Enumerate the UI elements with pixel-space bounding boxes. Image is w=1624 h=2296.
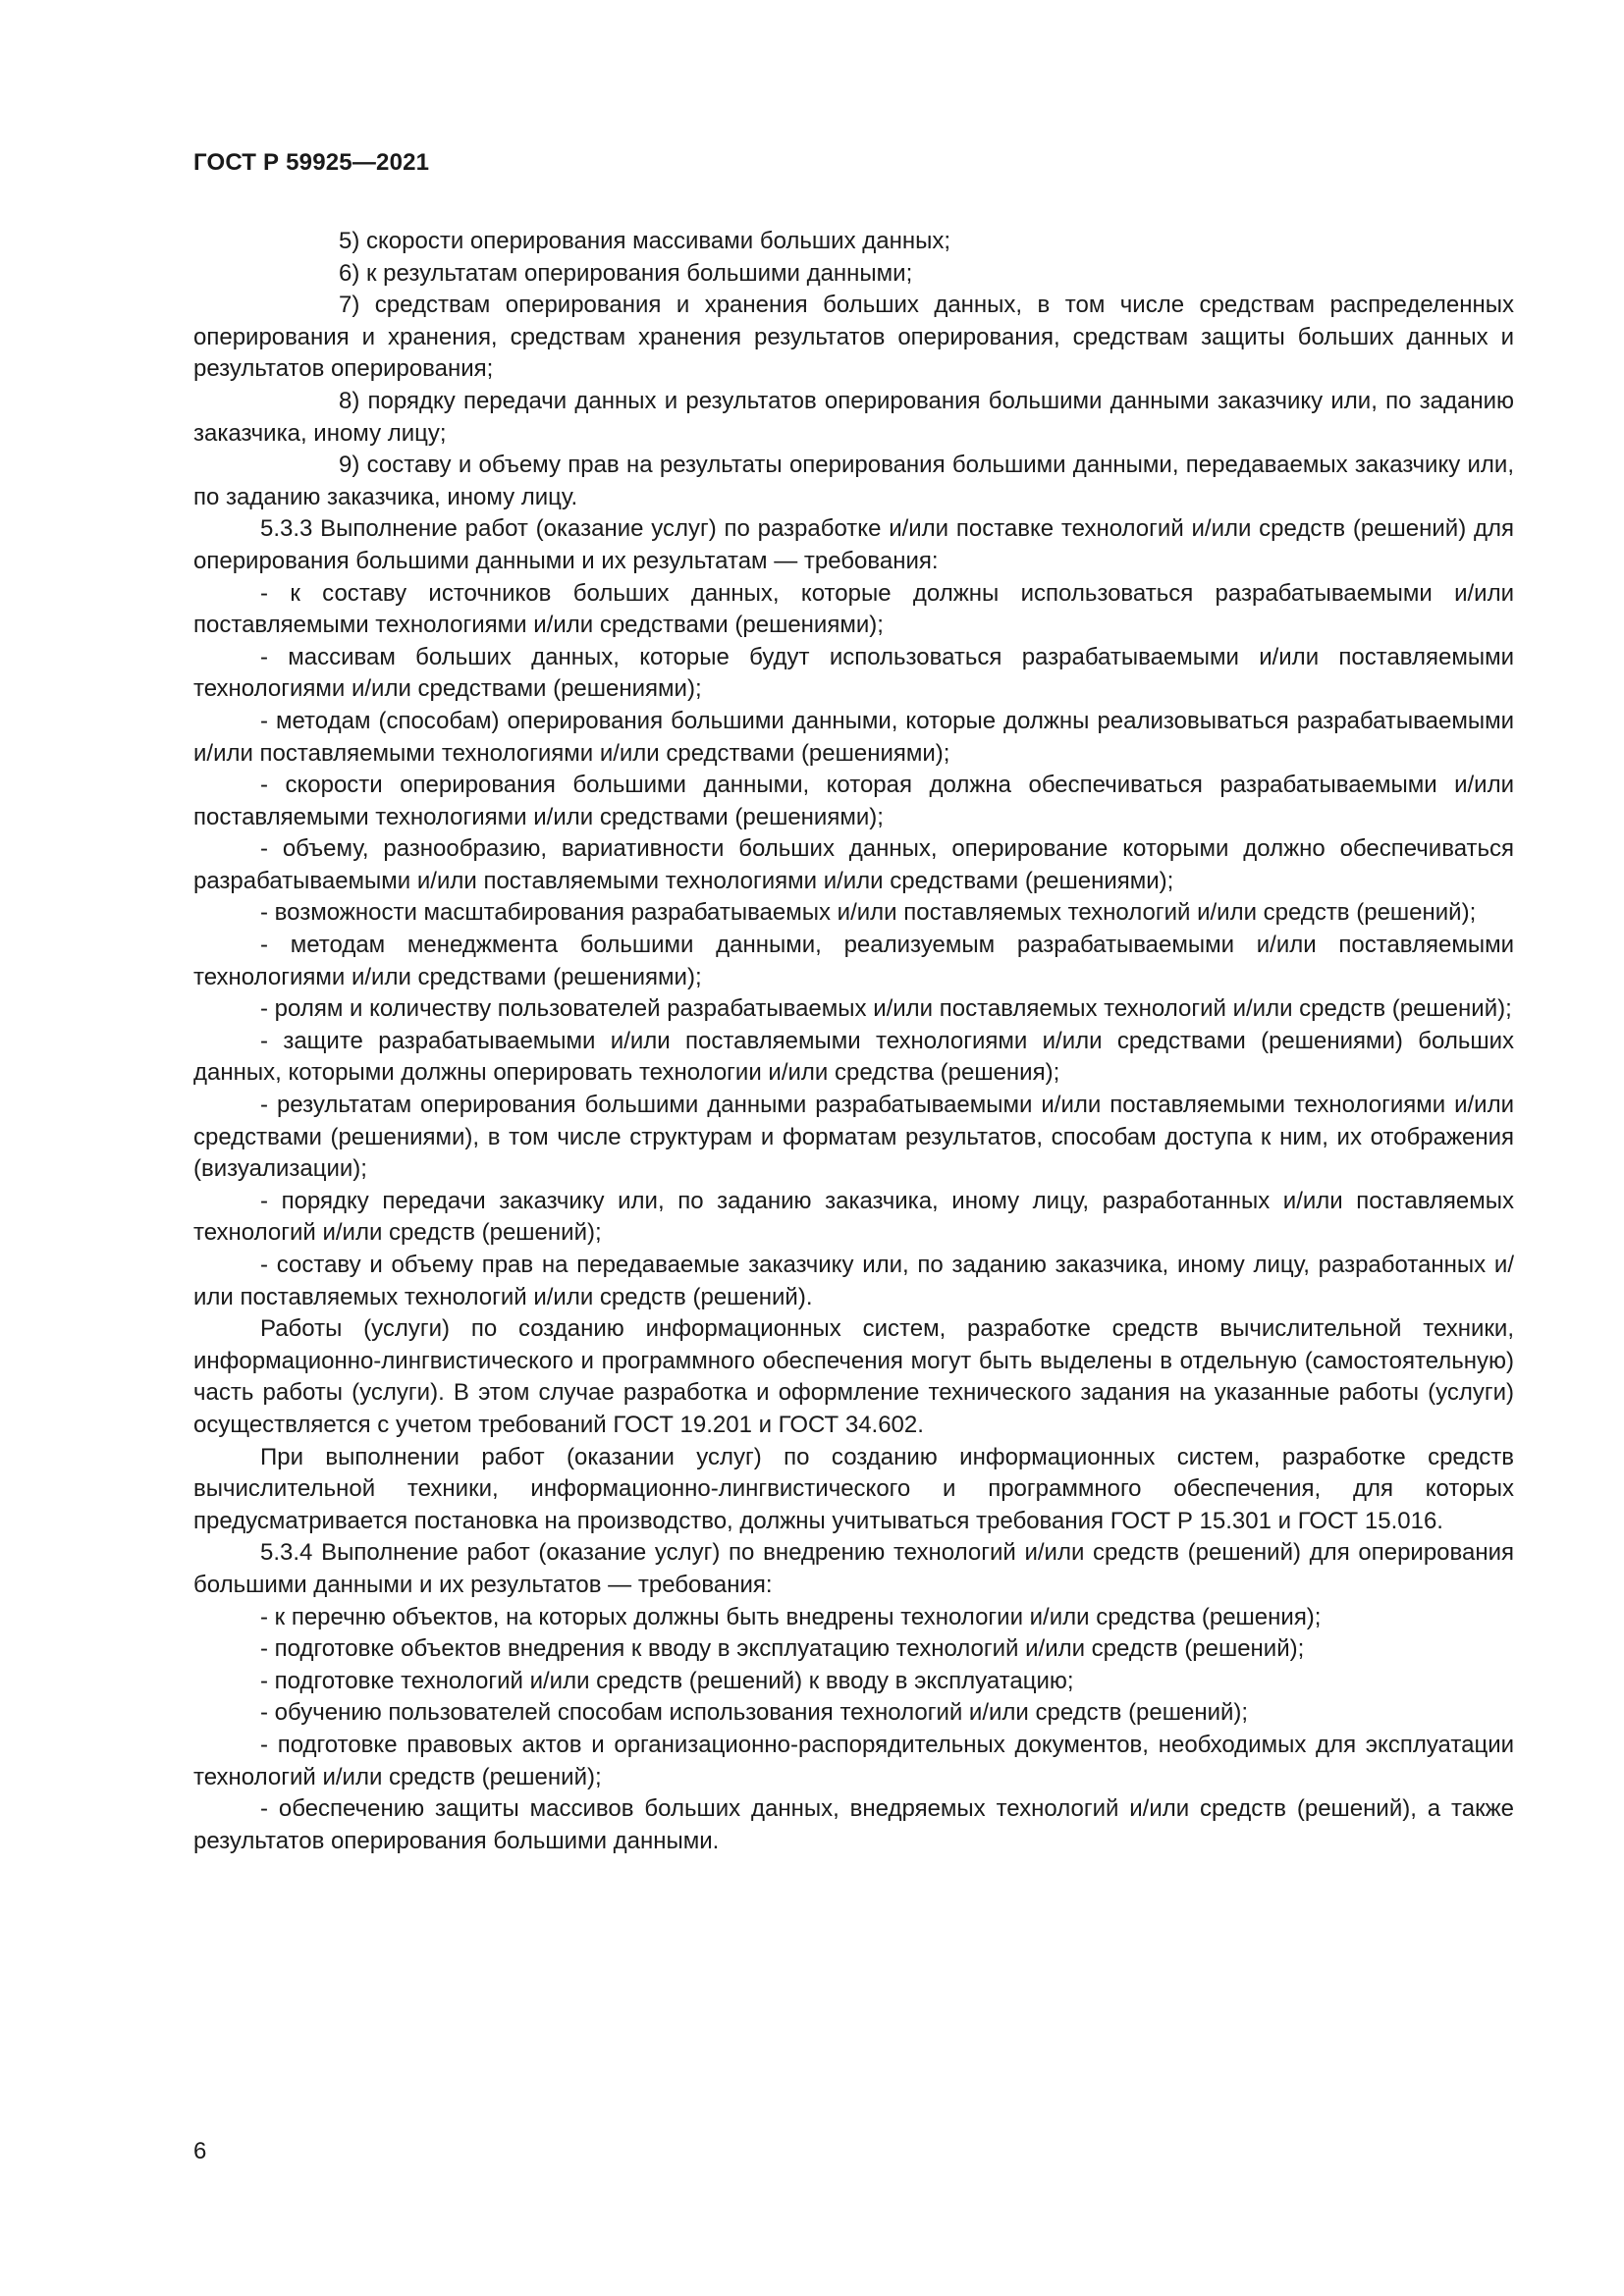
page-number: 6 <box>193 2138 207 2164</box>
list-item: - подготовке правовых актов и организационно-распорядительных документов, необходимых для эксплуатации технологий и/или средств (решений); <box>193 1731 1514 1790</box>
list-item: - подготовке технологий и/или средств (решений) к вводу в эксплуатацию; <box>260 1667 1074 1694</box>
list-item: - к перечню объектов, на которых должны быть внедрены технологии и/или средства (решения); <box>260 1603 1322 1630</box>
list-item: - объему, разнообразию, вариативности больших данных, оперирование которыми должно обеспечиваться разрабатываемыми и/или поставляемыми технологиями и/или средствами (решениями); <box>193 835 1514 894</box>
list-item: - ролям и количеству пользователей разрабатываемых и/или поставляемых технологий и/или средств (решений); <box>260 995 1512 1023</box>
list-item: - результатам оперирования большими данными разрабатываемыми и/или поставляемыми технологиями и/или средствами (решениями), в том числе структурам и форматам результатов, способам доступа к ним, их отображения (визуализации); <box>193 1092 1514 1183</box>
list-item: - скорости оперирования большими данными, которая должна обеспечиваться разрабатываемыми и/или поставляемыми технологиями и/или средствами (решениями); <box>193 772 1514 830</box>
list-item: - подготовке объектов внедрения к вводу в эксплуатацию технологий и/или средств (решений); <box>260 1635 1305 1663</box>
list-item: - к составу источников больших данных, которые должны использоваться разрабатываемыми и/или поставляемыми технологиями и/или средствами (решениями); <box>193 579 1514 639</box>
list-item: 8) порядку передачи данных и результатов оперирования большими данными заказчику или, по заданию заказчика, иному лицу; <box>193 387 1514 447</box>
document-header: ГОСТ Р 59925—2021 <box>193 149 430 176</box>
list-item: - методам (способам) оперирования большими данными, которые должны реализовываться разрабатываемыми и/или поставляемыми технологиями и/или средствами (решениями); <box>193 707 1514 767</box>
document-body <box>193 226 1514 1857</box>
list-item: - обеспечению защиты массивов больших данных, внедряемых технологий и/или средств (решений), а также результатов оперирования большими данными. <box>193 1795 1514 1854</box>
list-item: 6) к результатам оперирования большими данными; <box>339 259 913 287</box>
section-paragraph: 5.3.4 Выполнение работ (оказание услуг) по внедрению технологий и/или средств (решений) для оперирования большими данными и их результатов — требования: <box>193 1539 1514 1598</box>
list-item: 5) скорости оперирования массивами больших данных; <box>339 228 951 254</box>
list-item: - порядку передачи заказчику или, по заданию заказчика, иному лицу, разработанных и/или поставляемых технологий и/или средств (решений); <box>193 1187 1514 1247</box>
list-item: - обучению пользователей способам использования технологий и/или средств (решений); <box>260 1699 1249 1727</box>
body-paragraph: Работы (услуги) по созданию информационных систем, разработке средств вычислительной техники, информационно-лингвистического и программного обеспечения могут быть выделены в отдельную (самостоятельную) часть работы (услуги). В этом случае разработка и оформление технического задания на указанные работы (услуги) осуществляется с учетом требований ГОСТ 19.201 и ГОСТ 34.602. <box>193 1315 1514 1438</box>
list-item: - составу и объему прав на передаваемые заказчику или, по заданию заказчика, иному лицу, разработанных и/или поставляемых технологий и/или средств (решений). <box>193 1252 1514 1310</box>
list-item: - защите разрабатываемыми и/или поставляемыми технологиями и/или средствами (решениями) больших данных, которыми должны оперировать технологии и/или средства (решения); <box>193 1027 1514 1087</box>
list-item: 7) средствам оперирования и хранения больших данных, в том числе средствам распределенных оперирования и хранения, средствам хранения результатов оперирования, средствам защиты больших данных и результатов оперирования; <box>193 292 1514 383</box>
list-item: - массивам больших данных, которые будут использоваться разрабатываемыми и/или поставляемыми технологиями и/или средствами (решениями); <box>193 643 1514 703</box>
section-paragraph: 5.3.3 Выполнение работ (оказание услуг) по разработке и/или поставке технологий и/или средств (решений) для оперирования большими данными и их результатам — требования: <box>193 515 1514 574</box>
list-item: - методам менеджмента большими данными, реализуемым разрабатываемыми и/или поставляемыми технологиями и/или средствами (решениями); <box>193 932 1514 990</box>
body-paragraph: При выполнении работ (оказании услуг) по созданию информационных систем, разработке средств вычислительной техники, информационно-лингвистического и программного обеспечения, для которых предусматривается постановка на производство, должны учитываться требования ГОСТ Р 15.301 и ГОСТ 15.016. <box>193 1443 1514 1534</box>
list-item: - возможности масштабирования разрабатываемых и/или поставляемых технологий и/или средств (решений); <box>260 899 1477 927</box>
list-item: 9) составу и объему прав на результаты оперирования большими данными, передаваемых заказчику или, по заданию заказчика, иному лицу. <box>193 452 1514 510</box>
